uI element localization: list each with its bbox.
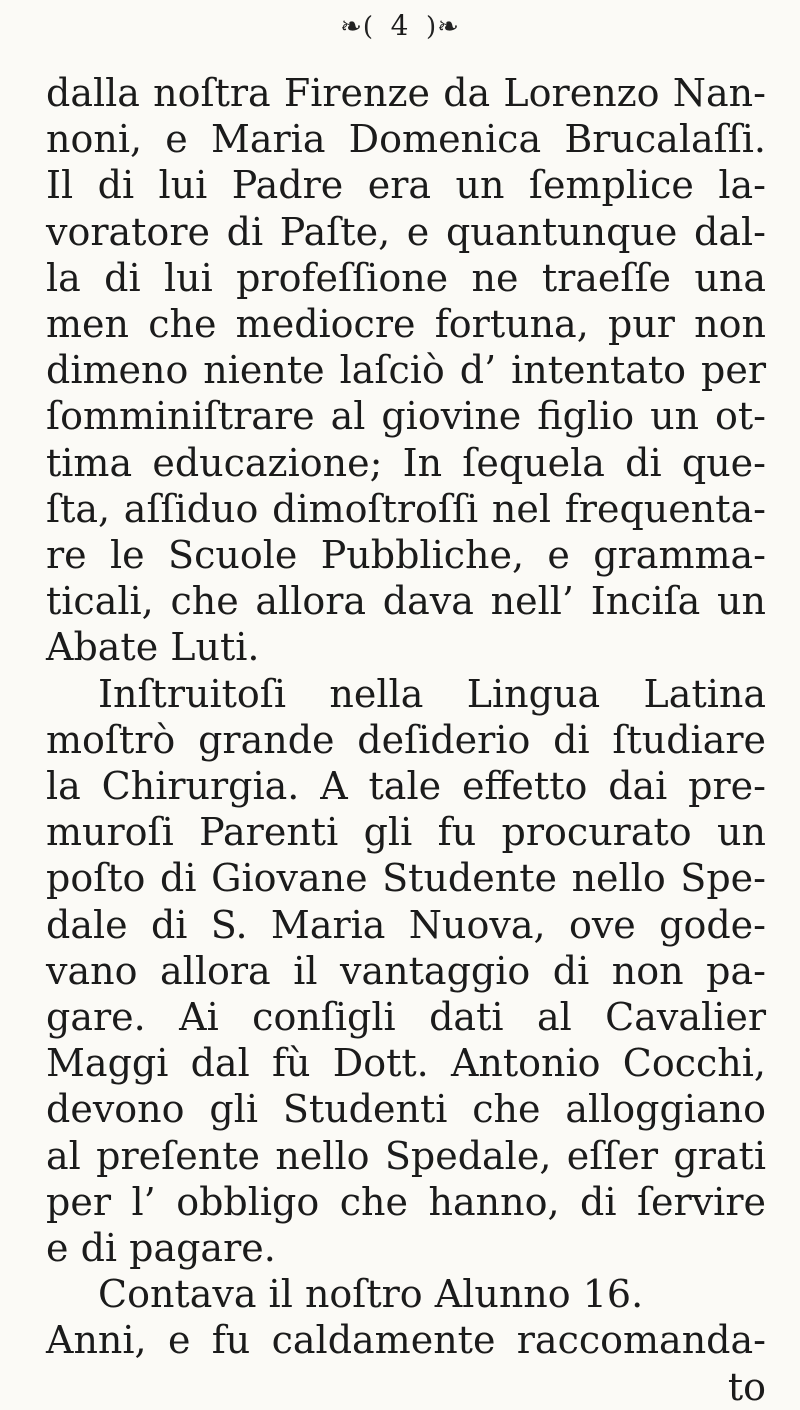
text-line: ſomminiſtrare al giovine figlio un ot- — [46, 394, 766, 439]
page-number: 4 — [390, 9, 410, 42]
text-line: ſta, aſſiduo dimoſtroſſi nel frequenta- — [46, 486, 766, 531]
text-line: ticali, che allora dava nell’ Inciſa un — [46, 579, 766, 624]
text-line: devono gli Studenti che alloggiano — [46, 1087, 766, 1132]
text-line: voratore di Paſte, e quantunque dal- — [46, 209, 766, 254]
text-line: moſtrò grande deſiderio di ſtudiare — [46, 717, 766, 762]
text-line: e di pagare. — [46, 1226, 276, 1270]
page-header — [0, 6, 800, 47]
text-line: tima educazione; In ſequela di que- — [46, 440, 766, 485]
text-line: re le Scuole Pubbliche, e gramma- — [46, 533, 766, 577]
text-line: noni, e Maria Domenica Brucalaſſi. — [46, 117, 766, 162]
text-line: la Chirurgia. A tale effetto dai pre- — [46, 764, 766, 808]
text-line: dalla noſtra Firenze da Lorenzo Nan- — [46, 71, 766, 115]
text-line: per l’ obbligo che hanno, di ſervire — [46, 1179, 766, 1224]
text-line: Contava il noſtro Alunno 16. — [98, 1272, 644, 1317]
text-line: Il di lui Padre era un ſemplice la- — [46, 163, 766, 208]
text-line: gare. Ai conſigli dati al Cavalier — [46, 995, 766, 1039]
text-line: Abate Luti. — [46, 625, 260, 670]
text-line: to — [727, 1364, 766, 1409]
text-line: men che mediocre fortuna, pur non — [46, 302, 766, 346]
text-line: dimeno niente laſciò d’ intentato per — [46, 348, 766, 393]
text-line: vano allora il vantaggio di non pa- — [46, 948, 766, 993]
paragraph-start-line: Inſtruitoſi nella Lingua Latina — [98, 671, 766, 716]
text-line: poſto di Giovane Studente nello Spe- — [46, 856, 766, 901]
text-line: muroſi Parenti gli fu procurato un — [46, 810, 766, 855]
left-ornament: ❧( — [340, 12, 375, 42]
right-ornament: )❧ — [425, 12, 460, 42]
text-line: Anni, e fu caldamente raccomanda- — [46, 1318, 766, 1363]
text-line: al preſente nello Spedale, eſſer grati — [46, 1133, 766, 1178]
text-line: Maggi dal fù Dott. Antonio Cocchi, — [46, 1041, 766, 1086]
text-line: dale di S. Maria Nuova, ove gode- — [46, 902, 766, 947]
text-line: la di lui profeſſione ne traeſſe una — [46, 255, 766, 300]
